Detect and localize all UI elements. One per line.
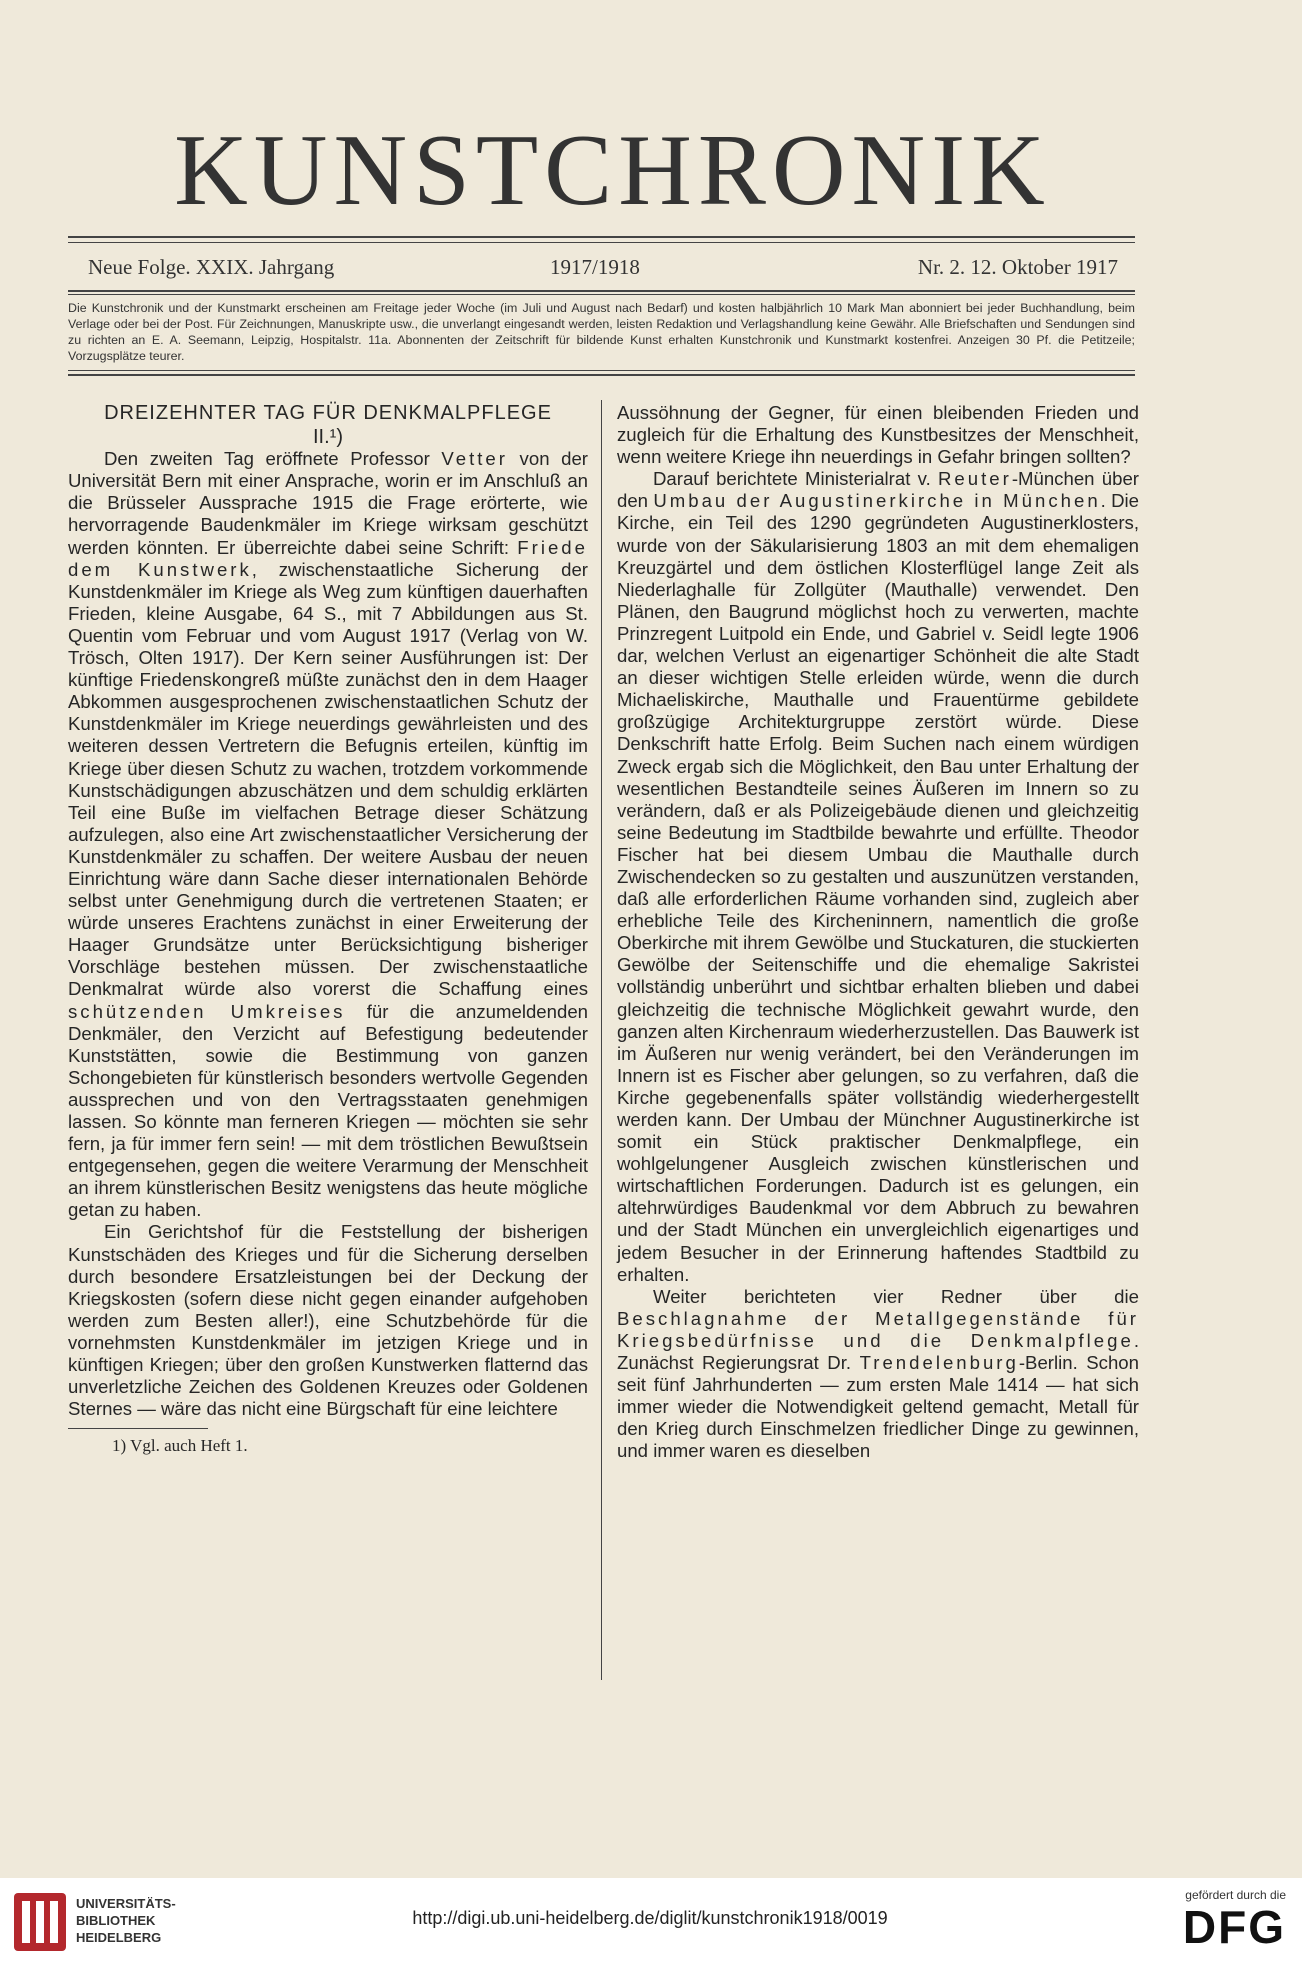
column-divider <box>601 400 602 1680</box>
left-paragraph-1 <box>68 448 588 1221</box>
sponsor-caption: gefördert durch die <box>1185 1888 1286 1902</box>
person-vetter: Vetter <box>441 448 508 470</box>
left-column <box>68 402 588 1457</box>
library-seal-icon <box>12 1891 68 1953</box>
right-column <box>617 402 1139 1463</box>
issue-years: 1917/1918 <box>550 255 640 279</box>
masthead-title: KUNSTCHRONIK <box>174 114 1051 227</box>
source-url-link[interactable]: http://digi.ub.uni-heidelberg.de/diglit/kunstchronik1918/0019 <box>412 1908 888 1928</box>
text-run: -München über den <box>617 468 1139 512</box>
library-name <box>76 1895 176 1946</box>
text-run: . Die Kirche, ein Teil des 1290 gegründeten Augustinerklosters, wurde von der Säkularisierung 1803 an mit dem ehemaligen Kreuzgärtel und dem östlichen Klosterflügel lange Zeit als Niederlaghalle für Zollgüter (Mauthalle) verwendet. Den Plänen, den Baugrund möglichst hoch zu verwerten, machte Prinzregent Luitpold ein Ende, und Gabriel v. Seidl legte 1906 dar, welchen Verlust an eigenartiger Schönheit die alte Stadt an dieser wichtigen Stelle erleiden würde, wenn die durch Michaeliskirche, Mauthalle und Frauentürme gebildete großzügige Architekturgruppe zerstört würde. Diese Denkschrift hatte Erfolg. Beim Suchen nach einem würdigen Zweck ergab sich die Möglichkeit, den Bau unter Erhaltung der wesentlichen Bestandteile seines Äußeren im Innern so zu verändern, daß er als Polizeigebäude dienen und gleichzeitig seine Bedeutung im Stadtbilde bewahrte und erfüllte. Theodor Fischer hat bei diesem Umbau die Mauthalle durch Zwischendecken so zu gestalten und auszunützen verstanden, daß alle erforderlichen Räume vorhanden sind, zugleich aber erhebliche Teile des Kircheninnern, namentlich die große Oberkirche mit ihrem Gewölbe und Stuckaturen, die stuckierten Gewölbe der Seitenschiffe und die ehemalige Sakristei vollständig unberührt und sichtbar erhalten blieben und dabei gleichzeitig die technische Möglichkeit gewahrt wurde, den ganzen alten Kirchenraum wiederherzustellen. Das Bauwerk ist im Äußeren nur wenig verändert, bei den Veränderungen im Innern ist es Fischer aber gelungen, so zu verfahren, daß die Kirche gegebenenfalls später vollständig wiederhergestellt werden kann. Der Umbau der Münchner Augustinerkirche ist somit ein Stück praktischer Denkmalpflege, ein wohlgelungener Ausgleich zwischen künstlerischen und wirtschaftlichen Forderungen. Dadurch ist es gelungen, ein altehrwürdiges Baudenkmal vor dem Abbruch zu bewahren und der Stadt München ein unvergleichlich eigenartiges und jedem Besucher in der Erinnerung haftendes Stadtbild zu erhalten. <box>617 490 1139 1285</box>
issue-number-date: Nr. 2. 12. Oktober 1917 <box>917 255 1118 279</box>
library-name-line-2: BIBLIOTHEK <box>76 1913 156 1928</box>
text-run: . Zunächst Regierungsrat Dr. <box>617 1329 1139 1374</box>
library-logo[interactable] <box>12 1891 322 1957</box>
right-paragraph-2 <box>617 468 1139 1285</box>
footnote-rule <box>68 1428 208 1429</box>
text-run: von der Universität Bern mit einer Ansprache, worin er im Anschluß an die Brüsseler Aussprache 1915 die Frage erörterte, wie hervorragende Baudenkmäler im Kriege wirksam geschützt werden könnten. Er überreichte dabei seine Schrift: <box>68 448 588 558</box>
text-run: Weiter berichteten vier Redner über die <box>653 1285 1139 1307</box>
article-title: DREIZEHNTER TAG FÜR DENKMALPFLEGE <box>104 402 552 424</box>
person-reuter: Reuter <box>938 468 1012 490</box>
left-paragraph-2: Ein Gerichtshof für die Feststellung der bisherigen Kunstschäden des Krieges und für die Sicherung derselben durch besondere Ersatzleistungen bei der Deckung der Kriegskosten (sofern diese nicht gegen einander aufgehoben werden zum Besten aller!), eine Schutzbehörde für die vornehmsten Kunstdenkmäler im jetzigen Kriege und in künftigen Kriegen; über den großen Kunstwerken flatternd das unverletzliche Zeichen des Goldenen Kreuzes oder Goldenen Sternes — wäre das nicht eine Bürgschaft für eine leichtere <box>68 1221 588 1420</box>
library-name-line-3: HEIDELBERG <box>76 1930 162 1945</box>
topic-augustinerkirche: Umbau der Augustinerkirche in München <box>653 490 1101 512</box>
sponsor-block[interactable] <box>1086 1888 1286 1952</box>
text-run: -Berlin. Schon seit fünf Jahrhunderten — zum ersten Male 1414 — hat sich immer wieder die Notwendigkeit geltend gemacht, Metall für den Krieg durch Einschmelzen friedlicher Dinge zu gewinnen, und immer waren es dieselben <box>617 1352 1139 1462</box>
notice-rule-bottom <box>68 374 1135 376</box>
issue-series: Neue Folge. XXIX. Jahrgang <box>88 255 335 279</box>
masthead-rule-top <box>68 236 1135 238</box>
article-part: II.¹) <box>313 426 343 449</box>
issue-rule-top <box>68 290 1135 292</box>
masthead-rule-thin <box>68 242 1135 243</box>
work-title: Friede dem Kunstwerk <box>68 536 588 580</box>
right-paragraph-1: Aussöhnung der Gegner, für einen bleibenden Frieden und zugleich für die Erhaltung des Kunstbesitzes der Menschheit, wenn weitere Kriege ihn neuerdings in Gefahr bringen sollten? <box>617 402 1139 468</box>
footer-bar <box>0 1878 1302 1969</box>
right-paragraph-3 <box>617 1286 1139 1463</box>
emphasis-term: schützenden Umkreises <box>68 1000 346 1022</box>
text-run: für die anzumeldenden Denkmäler, den Verzicht auf Befestigung bedeutender Kunststätten, sowie die Bestimmung von ganzen Schongebieten für künstlerisch besonders wertvolle Gegenden aussprechen und von den Vertragsstaaten genehmigen lassen. So könnte man ferneren Kriegen — möchten sie sehr fern, ja für immer fern sein! — mit dem tröstlichen Bewußtsein entgegensehen, gegen die weitere Verarmung der Menschheit an ihrem künstlerischen Besitz wenigstens das heute mögliche getan zu haben. <box>68 1000 588 1221</box>
issue-rule-thin <box>68 294 1135 295</box>
library-name-line-1: UNIVERSITÄTS- <box>76 1896 176 1911</box>
notice-rule-thin <box>68 370 1135 371</box>
footnote: 1) Vgl. auch Heft 1. <box>112 1436 248 1456</box>
text-run: Darauf berichtete Ministerialrat v. <box>653 468 938 490</box>
person-trendelenburg: Trendelenburg <box>859 1352 1019 1374</box>
dfg-logo: DFG <box>1182 1901 1286 1953</box>
text-run: Den zweiten Tag eröffnete Professor <box>104 448 442 470</box>
subscription-notice: Die Kunstchronik und der Kunstmarkt erscheinen am Freitage jeder Woche (im Juli und August nach Bedarf) und kosten halbjährlich 10 Mark Man abonniert bei jeder Buchhandlung, beim Verlage oder bei der Post. Für Zeichnungen, Manuskripte usw., die unverlangt eingesandt werden, leisten Redaktion und Verlagshandlung keine Gewähr. Alle Briefschaften und Sendungen sind zu richten an E. A. Seemann, Leipzig, Hospitalstr. 11a. Abonnenten der Zeitschrift für bildende Kunst erhalten Kunstchronik und Kunstmarkt kostenfrei. Anzeigen 30 Pf. die Petitzeile; Vorzugsplätze teurer. <box>68 301 1135 363</box>
topic-beschlagnahme: Beschlagnahme der Metallgegenstände für Kriegsbedürfnisse und die Denkmalpflege <box>617 1307 1139 1351</box>
text-run: , zwischenstaatliche Sicherung der Kunstdenkmäler im Kriege als Weg zum künftigen dauerhaften Frieden, kleine Ausgabe, 64 S., mit 7 Abbildungen aus St. Quentin vom Februar und vom August 1917 (Verlag von W. Trösch, Olten 1917). Der Kern seiner Ausführungen ist: Der künftige Friedenskongreß müßte zunächst den in dem Haager Abkommen ausgesprochenen zwischenstaatlichen Schutz der Kunstdenkmäler im Kriege neuerdings gewährleisten und des weiteren dessen Vertretern die Befugnis erteilen, künftig im Kriege über diesen Schutz zu wachen, trotzdem vorkommende Kunstschädigungen abzuschätzen und dem schuldig erklärten Teil eine Buße im vielfachen Betrage dieser Schätzung aufzulegen, also eine Art zwischenstaatlicher Versicherung der Kunstdenkmäler zu schaffen. Der weitere Ausbau der neuen Einrichtung wäre dann Sache dieser internationalen Behörde selbst unter Genehmigung durch die vertretenen Staaten; er würde unseres Erachtens zunächst in einer Erweiterung der Haager Grundsätze unter Berücksichtigung bisheriger Vorschläge bestehen müssen. Der zwischenstaatliche Denkmalrat würde also vorerst die Schaffung eines <box>68 558 588 1000</box>
